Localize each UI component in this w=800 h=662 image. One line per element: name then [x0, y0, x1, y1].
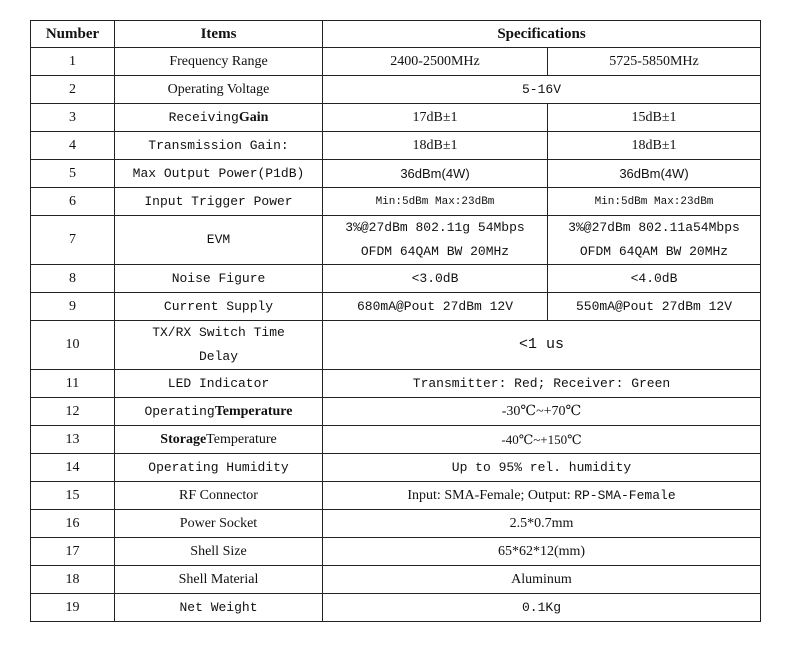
row-item-part: Storage [160, 431, 207, 447]
row-number: 17 [31, 538, 115, 566]
row-number: 16 [31, 510, 115, 538]
row-spec-a: 2400-2500MHz [323, 48, 548, 76]
row-item: EVM [115, 216, 323, 265]
table-row [31, 76, 761, 104]
row-number: 15 [31, 482, 115, 510]
row-number: 14 [31, 454, 115, 482]
row-item-part: Temperature [206, 431, 277, 447]
table-row [31, 510, 761, 538]
table-row [31, 216, 761, 265]
row-item [115, 398, 323, 426]
table-row [31, 48, 761, 76]
header-row [31, 21, 761, 48]
row-spec-a [323, 216, 548, 265]
table-row [31, 132, 761, 160]
row-item: Operating Voltage [115, 76, 323, 104]
row-spec-b: Min:5dBm Max:23dBm [548, 188, 761, 216]
row-number: 8 [31, 265, 115, 293]
table-row [31, 454, 761, 482]
row-number: 4 [31, 132, 115, 160]
spec-table [30, 20, 761, 622]
row-spec: <1 us [323, 321, 761, 370]
row-item: Power Socket [115, 510, 323, 538]
spec-line: 3%@27dBm 802.11g 54Mbps [345, 220, 525, 235]
row-spec: 65*62*12(mm) [323, 538, 761, 566]
row-number: 10 [31, 321, 115, 370]
table-row [31, 104, 761, 132]
row-spec-a: Min:5dBm Max:23dBm [323, 188, 548, 216]
row-item: LED Indicator [115, 370, 323, 398]
row-spec-part: Input: SMA-Female; Output: [407, 487, 575, 503]
item-line: TX/RX Switch Time [152, 325, 285, 340]
row-number: 3 [31, 104, 115, 132]
row-item: Net Weight [115, 594, 323, 622]
row-spec-b: 5725-5850MHz [548, 48, 761, 76]
row-number: 18 [31, 566, 115, 594]
row-item: Operating Humidity [115, 454, 323, 482]
table-row [31, 566, 761, 594]
row-item: Shell Material [115, 566, 323, 594]
row-spec: -40℃~+150℃ [323, 426, 761, 454]
row-number: 5 [31, 160, 115, 188]
row-spec: -30℃~+70℃ [323, 398, 761, 426]
header-specifications: Specifications [323, 21, 761, 48]
row-spec-a: 17dB±1 [323, 104, 548, 132]
table-row [31, 594, 761, 622]
row-item: Frequency Range [115, 48, 323, 76]
table-row [31, 370, 761, 398]
row-spec-b: 15dB±1 [548, 104, 761, 132]
row-spec-a: <3.0dB [323, 265, 548, 293]
spec-line: OFDM 64QAM BW 20MHz [579, 244, 729, 259]
row-item-part: Gain [238, 109, 269, 125]
row-number: 13 [31, 426, 115, 454]
row-spec: 2.5*0.7mm [323, 510, 761, 538]
row-number: 2 [31, 76, 115, 104]
row-number: 11 [31, 370, 115, 398]
row-spec: Aluminum [323, 566, 761, 594]
row-spec-b: 550mA@Pout 27dBm 12V [548, 293, 761, 321]
row-spec: 0.1Kg [323, 594, 761, 622]
table-row [31, 398, 761, 426]
row-item: Input Trigger Power [115, 188, 323, 216]
row-item: Current Supply [115, 293, 323, 321]
row-spec-a: 18dB±1 [323, 132, 548, 160]
table-row [31, 321, 761, 370]
row-spec-b: 18dB±1 [548, 132, 761, 160]
row-spec-b: 36dBm(4W) [548, 160, 761, 188]
row-item [115, 104, 323, 132]
row-item: Transmission Gain: [115, 132, 323, 160]
row-spec: 5-16V [323, 76, 761, 104]
row-spec-a: 680mA@Pout 27dBm 12V [323, 293, 548, 321]
header-number: Number [31, 21, 115, 48]
spec-line: OFDM 64QAM BW 20MHz [360, 244, 510, 259]
row-number: 1 [31, 48, 115, 76]
row-spec-part: RP-SMA-Female [574, 487, 676, 503]
row-item-part: Receiving [168, 109, 239, 125]
row-spec [323, 482, 761, 510]
row-number: 12 [31, 398, 115, 426]
row-number: 7 [31, 216, 115, 265]
row-spec: Transmitter: Red; Receiver: Green [323, 370, 761, 398]
table-row [31, 538, 761, 566]
row-item-part: Temperature [214, 403, 293, 419]
row-item: Shell Size [115, 538, 323, 566]
row-item: RF Connector [115, 482, 323, 510]
table-row [31, 293, 761, 321]
item-line: Delay [198, 349, 238, 364]
spec-line: 3%@27dBm 802.11a54Mbps [568, 220, 740, 235]
row-number: 6 [31, 188, 115, 216]
row-spec-b: <4.0dB [548, 265, 761, 293]
row-number: 19 [31, 594, 115, 622]
row-spec-b [548, 216, 761, 265]
table-row [31, 188, 761, 216]
row-item: Noise Figure [115, 265, 323, 293]
row-spec-a: 36dBm(4W) [323, 160, 548, 188]
row-item [115, 321, 323, 370]
row-spec: Up to 95% rel. humidity [323, 454, 761, 482]
header-items: Items [115, 21, 323, 48]
row-item-part: Operating [144, 403, 215, 419]
row-item: Max Output Power(P1dB) [115, 160, 323, 188]
table-row [31, 160, 761, 188]
table-row [31, 482, 761, 510]
table-row [31, 426, 761, 454]
row-item [115, 426, 323, 454]
table-row [31, 265, 761, 293]
row-number: 9 [31, 293, 115, 321]
